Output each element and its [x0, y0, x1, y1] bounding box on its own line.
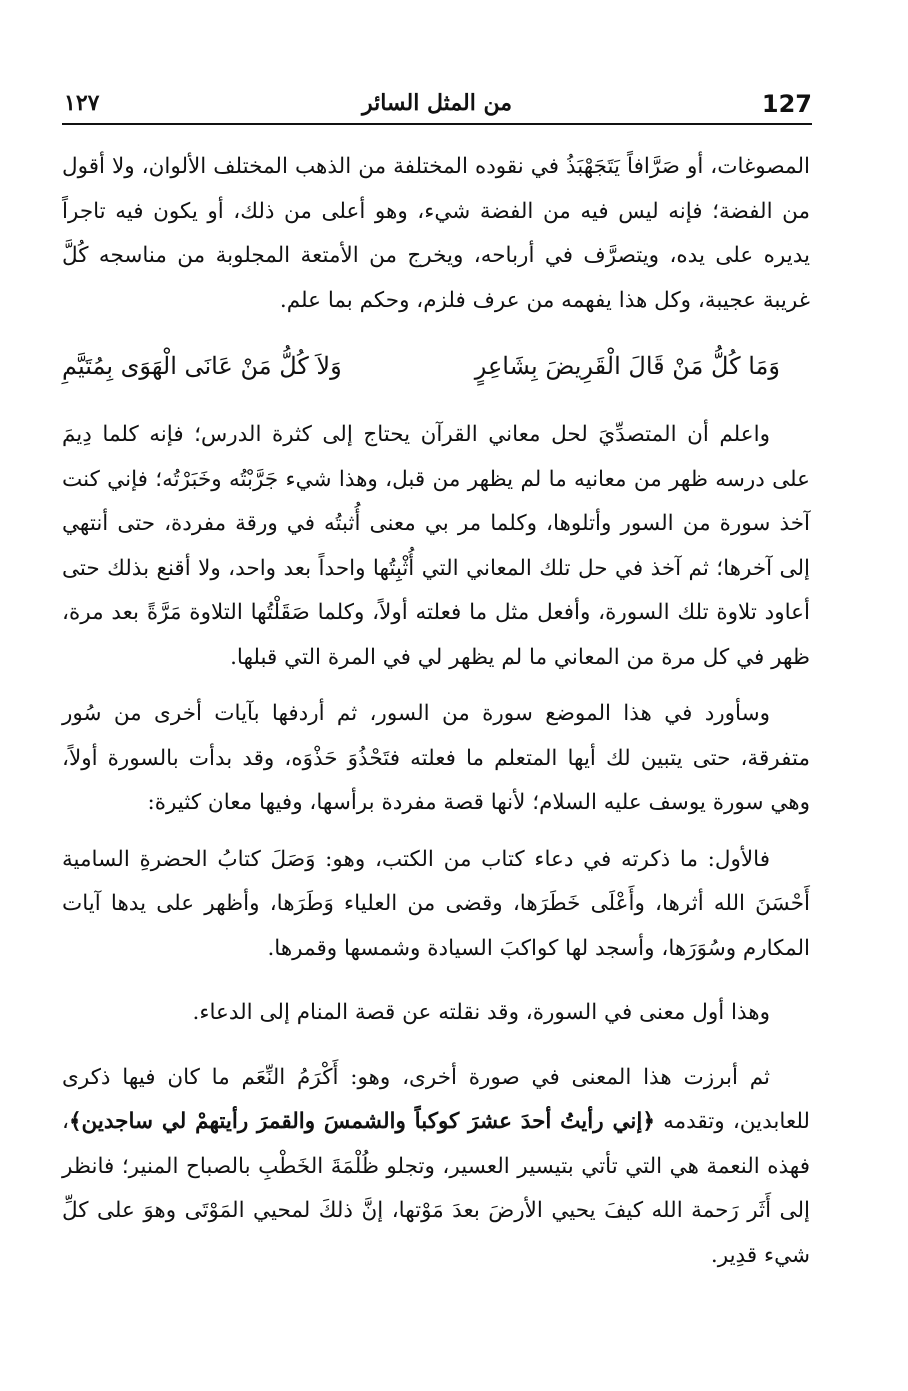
poetry-verse — [62, 341, 780, 391]
header-rule — [62, 123, 812, 125]
paragraph-6-part-1: ثم أبرزت هذا المعنى في صورة أخرى، وهو: أَكْرَمُ النِّعَم ما كان فيها ذكرى للعابدين، وتقدمه — [62, 1064, 810, 1134]
paragraph-5: وهذا أول معنى في السورة، وقد نقلته عن قصة المنام إلى الدعاء. — [192, 1000, 770, 1025]
paragraph-1: المصوغات، أو صَرَّافاً يَتَجَهْبَذُ في نقوده المختلفة من الذهب المختلف الألوان، ولا أقول من الفضة؛ فإنه ليس فيه من الفضة شيء، وهو أعلى من ذلك، أو يكون فيه تاجراً يديره على يده، ويتصرَّف في أرباحه، ويخرج من الأمتعة المجلوبة من مناسجه كُلَّ غريبة عجيبة، وكل هذا يفهمه من عرف فلزم، وحكم بما علم. — [62, 154, 810, 313]
paragraph-4: فالأول: ما ذكرته في دعاء كتاب من الكتب، وهو: وَصَلَ كتابُ الحضرةِ السامية أَحْسَنَ الله أثرها، وأَعْلَى خَطَرَها، وقضى من العلياء وَطَرَها، وأظهر على يدها آيات المكارم وسُوَرَها، وأسجد لها كواكبَ السيادة وشمسها وقمرها. — [62, 846, 810, 961]
verse-hemistich-left: وَلاَ كُلُّ مَنْ عَانَى الْهَوَى بِمُتَيَّمِ — [62, 352, 342, 380]
running-title: من المثل السائر — [361, 90, 513, 116]
page-number-latin: 127 — [761, 90, 812, 118]
paragraph-6-part-2: ، فهذه النعمة هي التي تأتي بتيسير العسير، وتجلو ظُلْمَةَ الخَطْبِ — [62, 1109, 810, 1179]
quran-verse: ﴿إني رأيتُ أحدَ عشرَ كوكباً والشمسَ والقمرَ رأيتهمْ لي ساجدين﴾ — [68, 1109, 655, 1134]
page-header — [62, 78, 812, 126]
page-number-arabic: ١٢٧ — [64, 90, 100, 116]
paragraph-6-part-3: بالصباح المنير؛ فانظر إلى أَثَر رَحمة الله كيفَ يحيي الأرضَ بعدَ مَوْتها، إنَّ ذلكَ لمحيي المَوْتَى وهوَ على كلِّ شيء قدِير. — [62, 1153, 810, 1268]
paragraph-3: وسأورد في هذا الموضع سورة من السور، ثم أردفها بآيات أخرى من سُور متفرقة، حتى يتبين لك أيها المتعلم ما فعلته فتَحْذُوَ حَذْوَه، وقد بدأت بالسورة أولاً، وهي سورة يوسف عليه السلام؛ لأنها قصة مفردة برأسها، وفيها معان كثيرة: — [62, 701, 810, 815]
paragraph-6 — [62, 1056, 810, 1279]
page-body — [62, 145, 810, 1278]
verse-hemistich-right: وَمَا كُلُّ مَنْ قَالَ الْقَرِيضَ بِشَاعِرٍ — [474, 352, 780, 380]
paragraph-2: واعلم أن المتصدِّيَ لحل معاني القرآن يحتاج إلى كثرة الدرس؛ فإنه كلما دِيمَ على درسه ظهر من معانيه ما لم يظهر من قبل، وهذا شيء جَرَّبْتُه وخَبَرْتُه؛ فإني كنت آخذ سورة من السور وأتلوها، وكلما مر بي معنى أُثبتُه في ورقة مفردة، حتى أنتهي إلى آخرها؛ ثم آخذ في حل تلك المعاني التي أُثْبِتُها واحداً بعد واحد، ولا أقنع بذلك حتى أعاود تلاوة تلك السورة، وأفعل مثل ما فعلته أولاً، وكلما صَقَلْتُها التلاوة مَرَّةً بعد مرة، ظهر في كل مرة من المعاني ما لم يظهر لي في المرة التي قبلها. — [62, 422, 810, 670]
